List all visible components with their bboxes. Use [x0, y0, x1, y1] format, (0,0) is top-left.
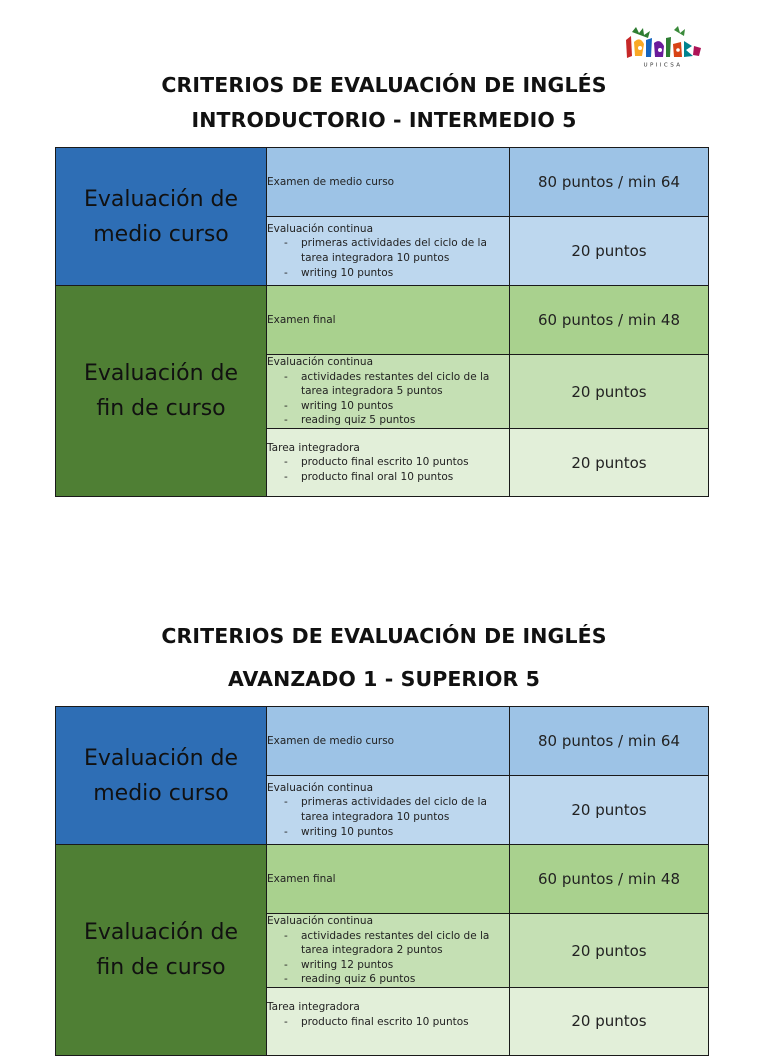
tarea-integradora-list [267, 1015, 509, 1030]
fin-curso-label-line-2: fin de curso [96, 955, 226, 980]
exam-final-points: 60 puntos / min 48 [510, 286, 709, 355]
medio-curso-label-cell [56, 148, 267, 286]
medio-curso-label-line-2: medio curso [93, 780, 229, 806]
fin-continua-item: - actividades restantes del ciclo de la tarea integradora 2 puntos [301, 929, 509, 958]
fin-continua-list [267, 929, 509, 987]
fin-continua-desc-cell [267, 914, 510, 988]
tarea-integradora-desc-cell [267, 429, 510, 497]
tarea-integradora-points: 20 puntos [510, 988, 709, 1056]
exam-medio-points: 80 puntos / min 64 [510, 148, 709, 217]
medio-continua-title: Evaluación continua [267, 222, 374, 235]
fin-curso-label-line-1: Evaluación de [83, 361, 239, 386]
medio-continua-item: - writing 10 puntos [301, 825, 509, 840]
tarea-integradora-desc-cell [267, 988, 510, 1056]
section-1-title-line-2: INTRODUCTORIO - INTERMEDIO 5 [191, 108, 577, 132]
fin-continua-item: - actividades restantes del ciclo de la tarea integradora 5 puntos [301, 370, 509, 399]
medio-continua-points: 20 puntos [510, 776, 709, 845]
fin-continua-points: 20 puntos [510, 355, 709, 429]
section-2-criteria-table [55, 706, 708, 1056]
tarea-integradora-points: 20 puntos [510, 429, 709, 497]
fin-continua-item: - writing 12 puntos [301, 958, 509, 973]
section-2-title-line-2: AVANZADO 1 - SUPERIOR 5 [227, 667, 541, 691]
medio-curso-label-line-1: Evaluación de [83, 186, 239, 212]
medio-continua-desc-cell [267, 776, 510, 845]
tarea-integradora-item: - producto final oral 10 puntos [301, 470, 509, 485]
medio-continua-item: - primeras actividades del ciclo de la tarea integradora 10 puntos [301, 236, 509, 265]
exam-medio-desc: Examen de medio curso [267, 707, 510, 776]
medio-continua-list [267, 795, 509, 839]
fin-curso-label-cell [56, 286, 267, 497]
fin-continua-item: - reading quiz 5 puntos [301, 413, 509, 428]
fin-continua-item: - reading quiz 6 puntos [301, 972, 509, 987]
medio-continua-desc-cell [267, 217, 510, 286]
section-2-title-line-1: CRITERIOS DE EVALUACIÓN DE INGLÉS [161, 624, 607, 648]
upiicsa-logo-icon [622, 26, 704, 68]
exam-medio-desc: Examen de medio curso [267, 148, 510, 217]
medio-continua-item: - primeras actividades del ciclo de la tarea integradora 10 puntos [301, 795, 509, 824]
medio-continua-list [267, 236, 509, 280]
medio-curso-label-line-2: medio curso [93, 221, 229, 247]
fin-continua-desc-cell [267, 355, 510, 429]
medio-continua-item: - writing 10 puntos [301, 266, 509, 281]
tarea-integradora-list [267, 455, 509, 484]
logo-text: UPIICSA [643, 62, 683, 68]
section-1-title-line-1: CRITERIOS DE EVALUACIÓN DE INGLÉS [161, 73, 607, 97]
section-1-criteria-table [55, 147, 708, 497]
exam-final-desc: Examen final [267, 286, 510, 355]
tarea-integradora-title: Tarea integradora [267, 1001, 360, 1013]
medio-curso-label-line-1: Evaluación de [83, 745, 239, 771]
fin-curso-label-line-1: Evaluación de [83, 920, 239, 945]
fin-continua-list [267, 370, 509, 428]
exam-final-desc: Examen final [267, 845, 510, 914]
fin-continua-title: Evaluación continua [267, 356, 374, 369]
tarea-integradora-item: - producto final escrito 10 puntos [301, 1015, 509, 1030]
exam-medio-points: 80 puntos / min 64 [510, 707, 709, 776]
exam-final-points: 60 puntos / min 48 [510, 845, 709, 914]
medio-continua-points: 20 puntos [510, 217, 709, 286]
fin-curso-label-line-2: fin de curso [96, 396, 226, 421]
fin-continua-title: Evaluación continua [267, 915, 374, 928]
tarea-integradora-item: - producto final escrito 10 puntos [301, 455, 509, 470]
fin-continua-item: - writing 10 puntos [301, 399, 509, 414]
fin-continua-points: 20 puntos [510, 914, 709, 988]
medio-continua-title: Evaluación continua [267, 781, 374, 794]
medio-curso-label-cell [56, 707, 267, 845]
tarea-integradora-title: Tarea integradora [267, 441, 360, 454]
